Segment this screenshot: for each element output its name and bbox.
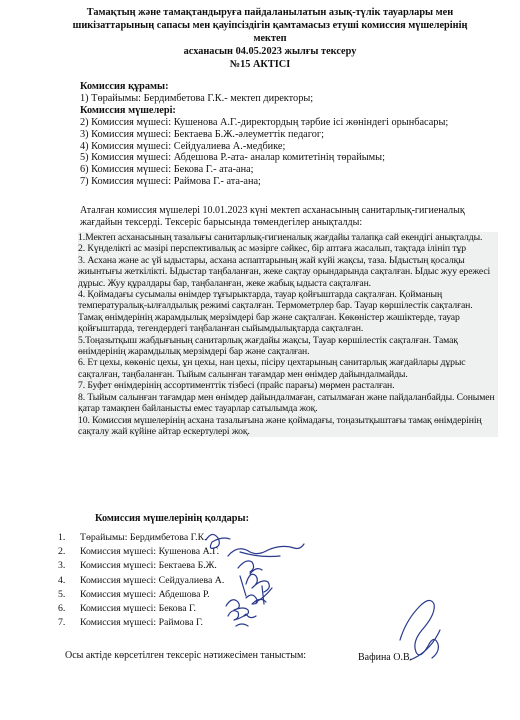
act-number: №15 АКТІСІ [229,59,291,70]
signature-label: Комиссия мүшесі: Бектаева Б.Ж. [80,560,217,572]
title-line: Тамақтың және тамақтандыруға пайдаланылатын азық-түлік тауарлары мен [86,7,454,18]
intro-paragraph: Аталған комиссия мүшелері 10.01.2023 күні мектеп асханасының санитарлық-гигиеналық жағдайын тексерді. Тексеріс барысында төмендегілер анықталды: [80,205,465,228]
finding-item: 8. Тыйым салынған тағамдар мен өнімдер дайындалмаған, сатылмаған және пайдаланбайды. Сонымен қатар тамақпен байланысты емес тауарлар сатылымда жоқ. [78,392,498,415]
signature-label: Төрайымы: Бердимбетова Г.К. [80,532,207,543]
signature-number: 5. [58,588,66,600]
finding-item: 7. Буфет өнімдерінің ассортименттік тізбесі (прайс парағы) мөрмен расталған. [78,380,498,391]
signatures-header: Комиссия мүшелерінің қолдары: [95,513,250,524]
finding-item: 10. Комиссия мүшелерінің асхана тазалығына және қоймадағы, тоңазытқыштағы тамақ өнімдерінің сақталу жай күйіне айтар ескертулері жоқ. [78,415,498,438]
signature-label: Комиссия мүшесі: Кушенова А.Г. [80,546,220,558]
signature-label: Комиссия мүшесі: Сейдуалиева А. [80,574,225,586]
composition-header: Комиссия құрамы: [80,81,169,92]
commission-member: 6) Комиссия мүшесі: Бекова Г.- ата-ана; [80,164,254,176]
members-header: Комиссия мүшелері: [80,104,176,116]
signature-item [58,588,318,602]
signature-item [58,559,318,573]
signature-label: Комиссия мүшесі: Абдешова Р. [80,588,210,600]
commission-member: 3) Комиссия мүшесі: Бектаева Б.Ж.-әлеуметтік педагог; [80,128,324,140]
findings-list [78,232,498,437]
signature-number: 6. [58,603,66,615]
commission-chair: 1) Төрайымы: Бердимбетова Г.К.- мектеп директоры; [80,92,314,104]
acknowledgement-name: Вафина О.В. [358,652,413,663]
signature-number: 2. [58,546,66,558]
signature-item [58,602,318,616]
signature-number: 1. [58,532,66,543]
finding-item: 4. Қоймадағы сусымалы өнімдер тұғырыктарда, тауар қойғыштарда сақталған. Қойманың температуралық-ылғалдылық режимі сақталған. Термометрлер бар. Тауар көршілестік сақталған. Тамақ өнімдерінің жарамдылық мерзімдері бар және сақталған. Көкөністер жәшіктерде, тауар қойғыштарда, тегендердегі таңбаланған сыйымдылықтарда сақталған. [78,289,498,335]
commission-member: 7) Комиссия мүшесі: Раймова Г.- ата-ана; [80,176,261,188]
commission-member: 4) Комиссия мүшесі: Сейдуалиева А.-медбике; [80,140,286,152]
signature-mark [400,600,438,658]
signature-item [58,545,318,559]
signature-mark [410,630,440,660]
commission-section [80,81,500,188]
signature-item [58,574,318,588]
document-title [60,6,480,58]
finding-item: 1.Мектеп асханасының тазалығы санитарлық-гигиеналық жағдайы талапқа сай екендігі анықталды. [78,232,498,243]
signatures-list [58,531,318,630]
finding-item: 2. Күнделікті ас мәзірі перспективалық ас мәзірге сәйкес, бір аптаға жасалып, тақтада ілініп тұр [78,243,498,254]
signature-number: 3. [58,560,66,572]
title-line: шикізаттарының сапасы мен қауіпсіздігін қамтамасыз етуші комиссия мүшелерінің мектеп [72,20,468,44]
signature-label: Комиссия мүшесі: Раймова Г. [80,617,204,629]
signature-number: 4. [58,574,66,586]
title-line: асханасын 04.05.2023 жылғы тексеру [183,46,357,57]
finding-item: 3. Асхана және ас үй ыдыстары, асхана аспаптарының жай күйі жақсы, таза. Ыдыстың қосалқы жиынтығы жеткілікті. Ыдыстар таңбаланған, жеке сақтау орындарында сақталған. Ыдыс жуу ережесі дұрыс. Жуу құралдары бар, таңбаланған, жеке жабық ыдыста сақталған. [78,255,498,289]
signature-number: 7. [58,617,66,629]
signature-item [58,531,318,545]
acknowledgement-statement: Осы актіде көрсетілген тексеріс нәтижесімен таныстым: [65,650,307,661]
signature-label: Комиссия мүшесі: Бекова Г. [80,603,197,615]
signature-item [58,616,318,630]
finding-item: 6. Ет цехы, көкөніс цехы, ұн цехы, нан цехы, пісіру цехтарының санитарлық жағдайлары дұрыс сақталған, таңбаланған. Тыйым салынған тағамдар мен өнімдер дайындалмайды. [78,357,498,380]
finding-item: 5.Тоңазытқыш жабдығының санитарлық жағдайы жақсы, Тауар көршілестік сақталған. Тамақ өнімдерінің жарамдылық мерзімдері бар және сақталған. [78,335,498,358]
commission-member: 5) Комиссия мүшесі: Абдешова Р.-ата- аналар комитетінің төрайымы; [80,152,385,164]
commission-member: 2) Комиссия мүшесі: Кушенова А.Г.-директордың тәрбие ісі жөніндегі орынбасары; [80,116,449,128]
